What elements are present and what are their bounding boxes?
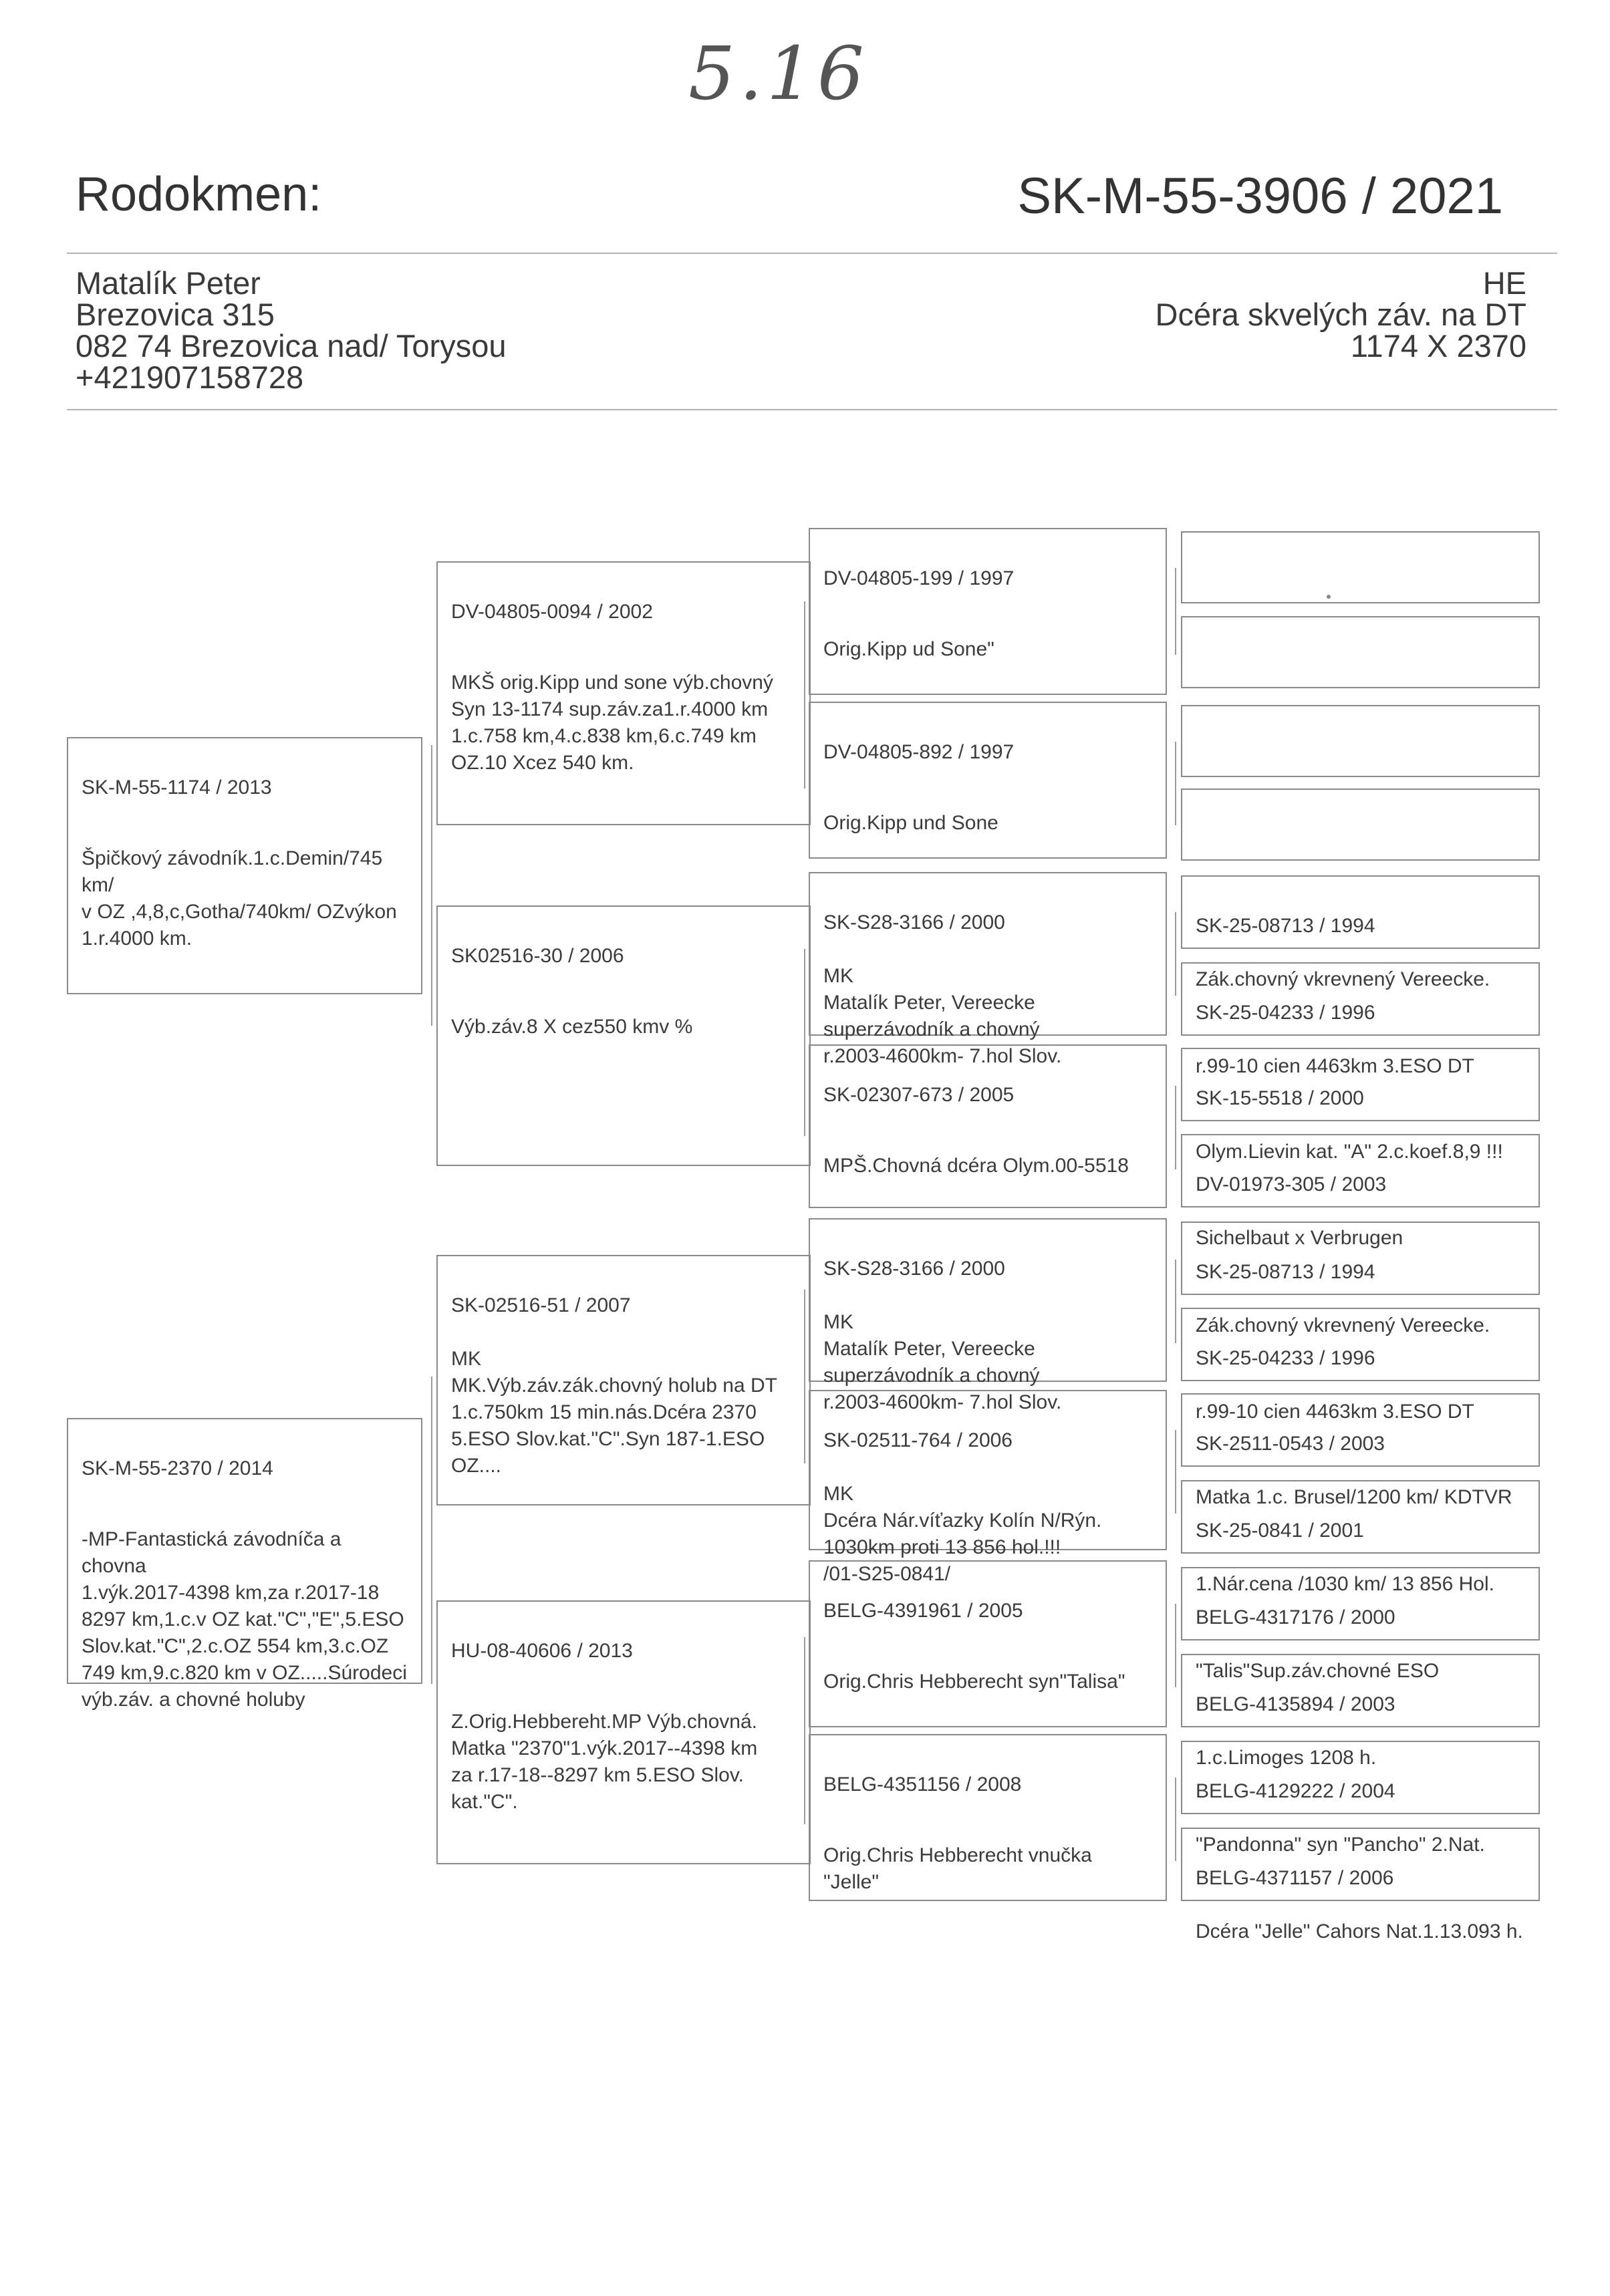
gen4-ring: SK-2511-0543 / 2003 bbox=[1196, 1433, 1385, 1455]
pedigree-gen4-box bbox=[1181, 705, 1540, 777]
gen2-description: MKŠ orig.Kipp und sone výb.chovný Syn 13-1174 sup.záv.za1.r.4000 km 1.c.758 km,4.c.838 km,6.c.749 km OZ.10 Xcez 540 km. bbox=[451, 672, 773, 774]
gen4-description: "Talis"Sup.záv.chovné ESO bbox=[1196, 1660, 1440, 1682]
page-title: Rodokmen: bbox=[76, 168, 322, 221]
owner-address-city: 082 74 Brezovica nad/ Torysou bbox=[76, 328, 507, 364]
gen4-ring: BELG-4371157 / 2006 bbox=[1196, 1867, 1394, 1889]
pedigree-gen3-box bbox=[809, 1390, 1167, 1585]
connector-line bbox=[1175, 1604, 1176, 1687]
gen4-description: Zák.chovný vkrevnený Vereecke. bbox=[1196, 968, 1490, 990]
pedigree-gen3-box bbox=[809, 528, 1167, 695]
gen4-ring: SK-25-0841 / 2001 bbox=[1196, 1520, 1364, 1542]
gen3-ring: BELG-4391961 / 2005 bbox=[823, 1600, 1023, 1622]
gen4-ring: SK-25-08713 / 1994 bbox=[1196, 1261, 1375, 1283]
gen4-description: Olym.Lievin kat. "A" 2.c.koef.8,9 !!! bbox=[1196, 1141, 1503, 1163]
scan-speck bbox=[1327, 595, 1331, 599]
pedigree-gen4-box bbox=[1181, 788, 1540, 861]
gen4-ring: DV-01973-305 / 2003 bbox=[1196, 1173, 1387, 1195]
gen2-ring: DV-04805-0094 / 2002 bbox=[451, 601, 653, 623]
handwritten-note: 5.16 bbox=[688, 31, 868, 116]
pedigree-gen3-box bbox=[809, 1560, 1167, 1727]
gen4-description: 1.c.Limoges 1208 h. bbox=[1196, 1747, 1377, 1769]
gen2-description: Z.Orig.Hebbereht.MP Výb.chovná. Matka "2370"1.výk.2017--4398 km za r.17-18--8297 km 5.ESO Slov. kat."C". bbox=[451, 1711, 758, 1813]
gen3-description: MK Matalík Peter, Vereecke superzávodník a chovný r.2003-4600km- 7.hol Slov. bbox=[823, 965, 1062, 1067]
gen3-ring: SK-02511-764 / 2006 bbox=[823, 1429, 1013, 1451]
pedigree-gen4-box bbox=[1181, 1393, 1540, 1508]
gen2-description: Výb.záv.8 X cez550 kmv % bbox=[451, 1016, 693, 1038]
pedigree-gen4-box bbox=[1181, 1222, 1540, 1336]
pedigree-gen2-box bbox=[436, 1255, 811, 1505]
pedigree-gen4-box bbox=[1181, 531, 1540, 603]
gen3-description: Orig.Kipp und Sone bbox=[823, 812, 998, 834]
connector-line bbox=[431, 1377, 432, 1684]
pedigree-gen4-box bbox=[1181, 616, 1540, 688]
gen4-description: Sichelbaut x Verbrugen bbox=[1196, 1227, 1403, 1249]
owner-name: Matalík Peter bbox=[76, 265, 261, 301]
gen4-description: Matka 1.c. Brusel/1200 km/ KDTVR bbox=[1196, 1486, 1512, 1508]
owner-divider bbox=[67, 409, 1557, 410]
pigeon-summary bbox=[1156, 267, 1526, 362]
parent-cross: 1174 X 2370 bbox=[1350, 328, 1526, 364]
gen3-description: Orig.Chris Hebberecht vnučka "Jelle" bbox=[823, 1844, 1092, 1893]
gen4-ring: SK-25-08713 / 1994 bbox=[1196, 915, 1375, 937]
owner-phone: +421907158728 bbox=[76, 360, 304, 395]
dam-description: -MP-Fantastická závodníča a chovna 1.výk.2017-4398 km,za r.2017-18 8297 km,1.c.v OZ kat."C","E",5.ESO Slov.kat."C",2.c.OZ 554 km,3.c.OZ 749 km,9.c.820 km v OZ.....Súrodeci výb.záv. a chovné holuby bbox=[82, 1528, 407, 1711]
gen4-description: r.99-10 cien 4463km 3.ESO DT bbox=[1196, 1401, 1474, 1423]
pedigree-gen3-box bbox=[809, 702, 1167, 859]
gen3-description: Orig.Kipp ud Sone" bbox=[823, 638, 994, 660]
sire-description: Špičkový závodník.1.c.Demin/745 km/ v OZ ,4,8,c,Gotha/740km/ OZvýkon 1.r.4000 km. bbox=[82, 847, 397, 950]
pedigree-gen4-box bbox=[1181, 1048, 1540, 1163]
pigeon-code: HE bbox=[1482, 265, 1526, 301]
pedigree-gen3-box bbox=[809, 1044, 1167, 1208]
pedigree-dam bbox=[67, 1418, 422, 1711]
gen4-description: 1.Nár.cena /1030 km/ 13 856 Hol. bbox=[1196, 1573, 1494, 1595]
gen4-ring: BELG-4317176 / 2000 bbox=[1196, 1606, 1395, 1628]
connector-line bbox=[1175, 568, 1176, 655]
gen3-ring: SK-S28-3166 / 2000 bbox=[823, 1258, 1005, 1280]
connector-line bbox=[804, 601, 805, 788]
connector-line bbox=[1175, 1430, 1176, 1514]
pedigree-gen4-box bbox=[1181, 1741, 1540, 1856]
gen2-ring: SK-02516-51 / 2007 bbox=[451, 1294, 631, 1316]
pedigree-gen4-box bbox=[1181, 962, 1540, 1077]
gen3-description: MK Dcéra Nár.víťazky Kolín N/Rýn. 1030km proti 13 856 hol.!!! /01-S25-0841/ bbox=[823, 1483, 1102, 1585]
pedigree-gen3-box bbox=[809, 1218, 1167, 1413]
gen3-description: MK Matalík Peter, Vereecke superzávodník a chovný r.2003-4600km- 7.hol Slov. bbox=[823, 1311, 1062, 1413]
connector-line bbox=[804, 949, 805, 1136]
gen3-ring: SK-S28-3166 / 2000 bbox=[823, 911, 1005, 934]
connector-line bbox=[431, 745, 432, 1026]
connector-line bbox=[1175, 912, 1176, 996]
owner-info bbox=[76, 267, 506, 393]
connector-line bbox=[1175, 1777, 1176, 1861]
pigeon-ring-number: SK-M-55-3906 / 2021 bbox=[1017, 168, 1503, 225]
pedigree-gen4-box bbox=[1181, 1828, 1540, 1943]
gen4-description: r.99-10 cien 4463km 3.ESO DT bbox=[1196, 1055, 1474, 1077]
connector-line bbox=[804, 1637, 805, 1824]
pedigree-gen2-box bbox=[436, 1600, 811, 1864]
gen3-ring: BELG-4351156 / 2008 bbox=[823, 1773, 1022, 1796]
dam-ring: SK-M-55-2370 / 2014 bbox=[82, 1457, 273, 1479]
gen2-description: MK MK.Výb.záv.zák.chovný holub na DT 1.c.750km 15 min.nás.Dcéra 2370 5.ESO Slov.kat."C".Syn 187-1.ESO OZ.... bbox=[451, 1348, 777, 1477]
gen3-description: MPŠ.Chovná dcéra Olym.00-5518 bbox=[823, 1155, 1129, 1177]
gen4-ring: SK-25-04233 / 1996 bbox=[1196, 1347, 1375, 1369]
gen3-description: Orig.Chris Hebberecht syn"Talisa" bbox=[823, 1671, 1125, 1693]
pedigree-gen4-box bbox=[1181, 875, 1540, 990]
connector-line bbox=[1175, 1086, 1176, 1169]
connector-line bbox=[804, 1290, 805, 1463]
connector-line bbox=[1175, 1260, 1176, 1343]
pedigree-gen4-box bbox=[1181, 1480, 1540, 1595]
gen3-ring: DV-04805-199 / 1997 bbox=[823, 567, 1015, 589]
pedigree-gen2-box bbox=[436, 561, 811, 825]
header-divider bbox=[67, 253, 1557, 254]
gen2-ring: SK02516-30 / 2006 bbox=[451, 945, 624, 967]
gen4-ring: SK-25-04233 / 1996 bbox=[1196, 1002, 1375, 1024]
connector-line bbox=[1175, 742, 1176, 825]
gen3-ring: SK-02307-673 / 2005 bbox=[823, 1084, 1015, 1106]
pigeon-description: Dcéra skvelých záv. na DT bbox=[1155, 297, 1526, 332]
gen4-ring: BELG-4129222 / 2004 bbox=[1196, 1780, 1395, 1802]
owner-address-street: Brezovica 315 bbox=[76, 297, 275, 332]
gen4-description: "Pandonna" syn "Pancho" 2.Nat. bbox=[1196, 1834, 1485, 1856]
gen3-ring: DV-04805-892 / 1997 bbox=[823, 741, 1015, 763]
pedigree-sire bbox=[67, 737, 422, 994]
pedigree-gen4-box bbox=[1181, 1308, 1540, 1423]
pedigree-gen4-box bbox=[1181, 1567, 1540, 1682]
gen2-ring: HU-08-40606 / 2013 bbox=[451, 1640, 633, 1662]
sire-ring: SK-M-55-1174 / 2013 bbox=[82, 776, 272, 799]
pedigree-gen3-box bbox=[809, 1734, 1167, 1901]
pedigree-gen3-box bbox=[809, 872, 1167, 1067]
gen4-ring: BELG-4135894 / 2003 bbox=[1196, 1693, 1395, 1715]
gen4-ring: SK-15-5518 / 2000 bbox=[1196, 1087, 1364, 1109]
pedigree-gen4-box bbox=[1181, 1654, 1540, 1769]
pedigree-gen4-box bbox=[1181, 1134, 1540, 1249]
gen4-description: Dcéra "Jelle" Cahors Nat.1.13.093 h. bbox=[1196, 1920, 1523, 1943]
pedigree-gen2-box bbox=[436, 905, 811, 1166]
gen4-description: Zák.chovný vkrevnený Vereecke. bbox=[1196, 1314, 1490, 1336]
